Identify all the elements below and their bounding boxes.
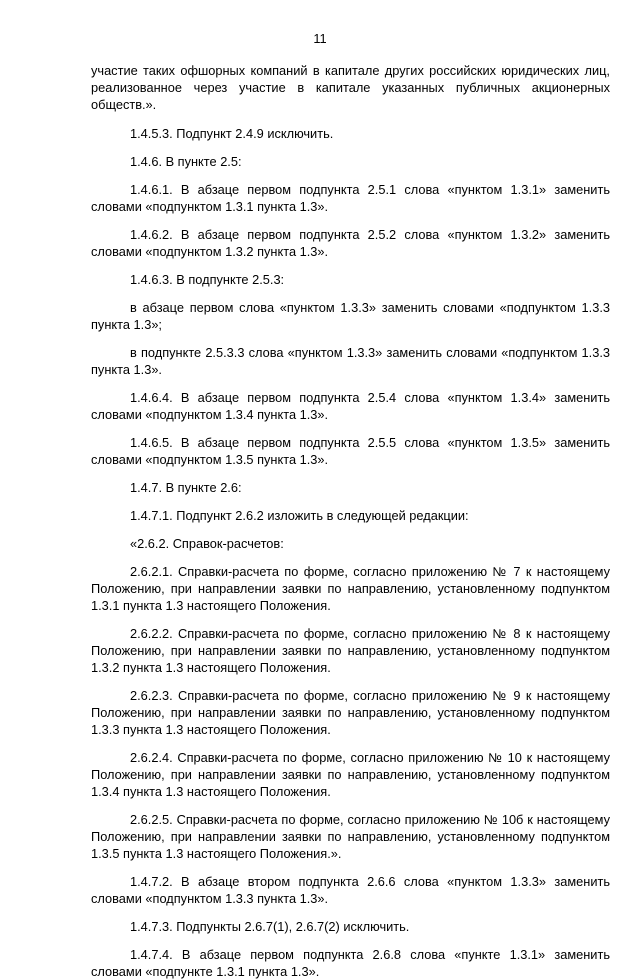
paragraph-1-4-6-3: 1.4.6.3. В подпункте 2.5.3: (130, 272, 285, 287)
paragraph-1-4-7-2: 1.4.7.2. В абзаце втором подпункта 2.6.6 слова «пунктом 1.3.3» заменить словами «подпунктом 1.3.3 пункта 1.3». (91, 874, 610, 906)
paragraph-2-6-2: «2.6.2. Справок-расчетов: (130, 536, 284, 551)
paragraph-continuation: участие таких офшорных компаний в капитале других российских юридических лиц, реализованное через участие в капитале указанных публичных акционерных обществ.». (91, 63, 610, 112)
paragraph-2-6-2-3: 2.6.2.3. Справки-расчета по форме, согласно приложению № 9 к настоящему Положению, при направлении заявки по направлению, установленному подпунктом 1.3.3 пункта 1.3 настоящего Положения. (91, 688, 610, 737)
paragraph-1-4-6: 1.4.6. В пункте 2.5: (130, 154, 242, 169)
paragraph-2-6-2-4: 2.6.2.4. Справки-расчета по форме, согласно приложению № 10 к настоящему Положению, при направлении заявки по направлению, установленному подпунктом 1.3.4 пункта 1.3 настоящего Положения. (91, 750, 610, 799)
paragraph-1-4-6-4: 1.4.6.4. В абзаце первом подпункта 2.5.4 слова «пунктом 1.3.4» заменить словами «подпунктом 1.3.4 пункта 1.3». (91, 390, 610, 422)
page-number: 11 (313, 31, 327, 46)
paragraph-2-6-2-2: 2.6.2.2. Справки-расчета по форме, согласно приложению № 8 к настоящему Положению, при направлении заявки по направлению, установленному подпунктом 1.3.2 пункта 1.3 настоящего Положения. (91, 626, 610, 675)
paragraph-1-4-7-3: 1.4.7.3. Подпункты 2.6.7(1), 2.6.7(2) исключить. (130, 919, 410, 934)
paragraph-2-6-2-1: 2.6.2.1. Справки-расчета по форме, согласно приложению № 7 к настоящему Положению, при направлении заявки по направлению, установленному подпунктом 1.3.1 пункта 1.3 настоящего Положения. (91, 564, 610, 613)
paragraph-1-4-7: 1.4.7. В пункте 2.6: (130, 480, 242, 495)
paragraph-first-abzac: в абзаце первом слова «пунктом 1.3.3» заменить словами «подпунктом 1.3.3 пункта 1.3»; (91, 300, 610, 332)
paragraph-2-5-3-3: в подпункте 2.5.3.3 слова «пунктом 1.3.3» заменить словами «подпунктом 1.3.3 пункта 1.3». (91, 345, 610, 377)
paragraph-1-4-6-2: 1.4.6.2. В абзаце первом подпункта 2.5.2 слова «пунктом 1.3.2» заменить словами «подпунктом 1.3.2 пункта 1.3». (91, 227, 610, 259)
paragraph-1-4-6-1: 1.4.6.1. В абзаце первом подпункта 2.5.1 слова «пунктом 1.3.1» заменить словами «подпунктом 1.3.1 пункта 1.3». (91, 182, 610, 214)
paragraph-1-4-6-5: 1.4.6.5. В абзаце первом подпункта 2.5.5 слова «пунктом 1.3.5» заменить словами «подпунктом 1.3.5 пункта 1.3». (91, 435, 610, 467)
document-body (91, 62, 610, 980)
paragraph-1-4-7-4: 1.4.7.4. В абзаце первом подпункта 2.6.8 слова «пункте 1.3.1» заменить словами «подпункте 1.3.1 пункта 1.3». (91, 947, 610, 979)
paragraph-1-4-5-3: 1.4.5.3. Подпункт 2.4.9 исключить. (130, 126, 334, 141)
paragraph-2-6-2-5: 2.6.2.5. Справки-расчета по форме, согласно приложению № 10б к настоящему Положению, при направлении заявки по направлению, установленному подпунктом 1.3.5 пункта 1.3 настоящего Положения.». (91, 812, 610, 861)
paragraph-1-4-7-1: 1.4.7.1. Подпункт 2.6.2 изложить в следующей редакции: (130, 508, 469, 523)
